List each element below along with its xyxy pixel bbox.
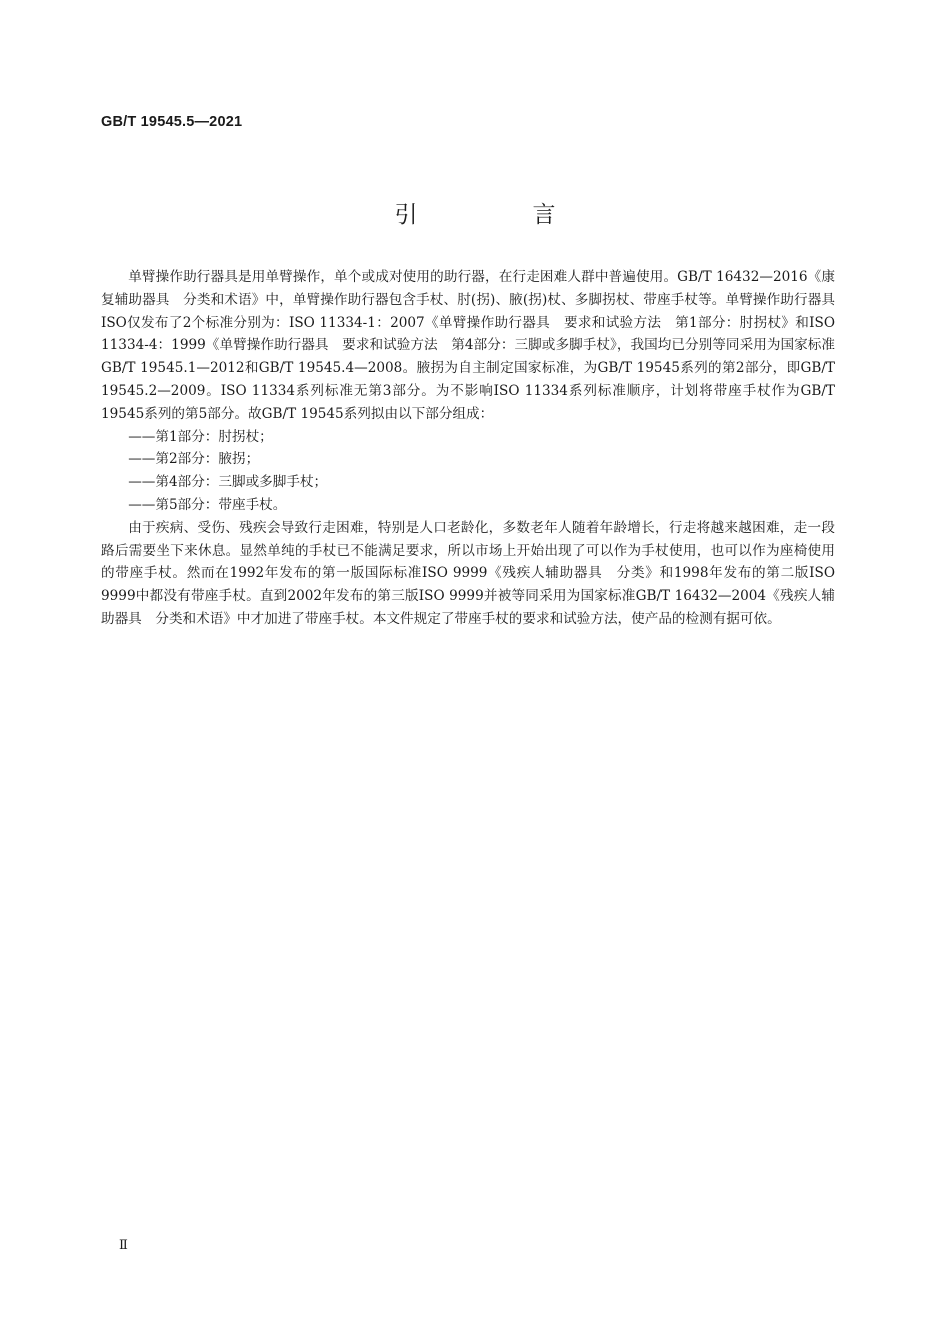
- list-item: ——第2部分：腋拐；: [128, 451, 260, 468]
- standard-code: GB/T 19545.5—2021: [101, 114, 243, 130]
- list-item: ——第1部分：肘拐杖；: [128, 428, 273, 445]
- list-item: ——第5部分：带座手杖。: [128, 496, 287, 513]
- list-item: ——第4部分：三脚或多脚手杖；: [128, 474, 328, 491]
- page-title: 引 言: [394, 202, 602, 228]
- background-paragraph: 由于疾病、受伤、残疾会导致行走困难，特别是人口老龄化，多数老年人随着年龄增长，行走将越来越困难，走一段路后需要坐下来休息。显然单纯的手杖已不能满足要求，所以市场上开始出现了可以作为手杖使用，也可以作为座椅使用的带座手杖。然而在1992年发布的第一版国际标准ISO 9999《残疾人辅助器具 分类》和1998年发布的第二版ISO 9999中都没有带座手杖。直到2002年发布的第三版ISO 9999并被等同采用为国家标准GB/T 16432—2004《残疾人辅助器具 分类和术语》中才加进了带座手杖。本文件规定了带座手杖的要求和试验方法，使产品的检测有据可依。: [101, 519, 835, 627]
- page-number: Ⅱ: [119, 1238, 128, 1253]
- introduction-body: [101, 266, 835, 631]
- intro-paragraph: 单臂操作助行器具是用单臂操作，单个或成对使用的助行器，在行走困难人群中普遍使用。GB/T 16432—2016《康复辅助器具 分类和术语》中，单臂操作助行器包含手杖、肘(拐)、腋(拐)杖、多脚拐杖、带座手杖等。单臂操作助行器具ISO仅发布了2个标准分别为：ISO 11334-1：2007《单臂操作助行器具 要求和试验方法 第1部分：肘拐杖》和ISO 11334-4：1999《单臂操作助行器具 要求和试验方法 第4部分：三脚或多脚手杖》，我国均已分别等同采用为国家标准GB/T 19545.1—2012和GB/T 19545.4—2008。腋拐为自主制定国家标准，为GB/T 19545系列的第2部分，即GB/T 19545.2—2009。ISO 11334系列标准无第3部分。为不影响ISO 11334系列标准顺序，计划将带座手杖作为GB/T 19545系列的第5部分。故GB/T 19545系列拟由以下部分组成：: [101, 269, 835, 422]
- parts-list: [101, 426, 835, 517]
